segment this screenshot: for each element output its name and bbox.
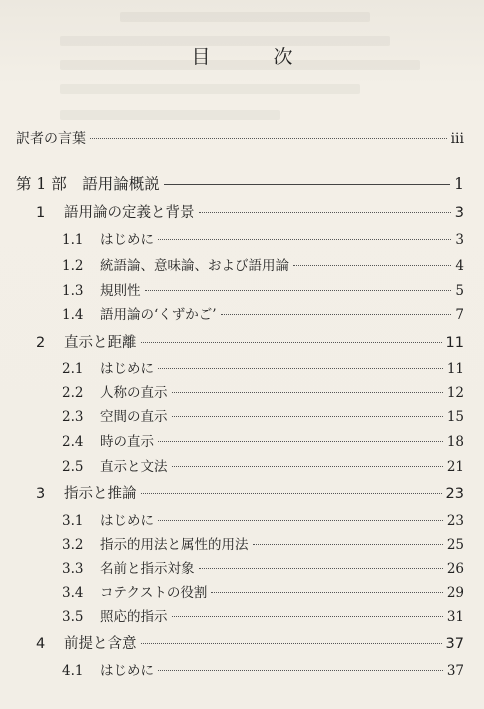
toc-entry-section[interactable] [0, 357, 484, 381]
toc-entry-chapter[interactable] [0, 201, 484, 225]
section-title: 規則性 [100, 283, 141, 299]
leader-dots [141, 643, 442, 644]
entry-page: 26 [446, 561, 464, 577]
page-title: 目 次 [191, 46, 315, 68]
toc-entry-preface[interactable] [0, 128, 484, 152]
section-number: 3.3 [62, 561, 84, 577]
section-number: 1.4 [62, 307, 84, 323]
section-number: 2.1 [62, 361, 84, 377]
entry-page: 21 [446, 459, 464, 475]
leader-dots [141, 493, 442, 494]
section-number: 3.1 [62, 513, 84, 529]
chapter-title: 直示と距離 [64, 335, 137, 351]
entry-page: 23 [445, 486, 464, 502]
section-title: 直示と文法 [100, 459, 168, 475]
section-title: 照応的指示 [100, 609, 168, 625]
toc-entry-chapter[interactable] [0, 632, 484, 656]
leader-dots [158, 368, 443, 369]
leader-dots [199, 568, 443, 569]
entry-page: 11 [446, 361, 464, 377]
section-title: 名前と指示対象 [100, 561, 195, 577]
leader-dots [90, 138, 447, 139]
chapter-title: 前提と含意 [64, 636, 137, 652]
leader-dots [158, 239, 451, 240]
entry-page: 29 [446, 585, 464, 601]
entry-page: 15 [446, 409, 464, 425]
toc-entry-section[interactable] [0, 557, 484, 581]
toc-entry-section[interactable] [0, 430, 484, 454]
toc-entry-section[interactable] [0, 254, 484, 278]
section-title: 指示的用法と属性的用法 [100, 537, 249, 553]
entry-page: 12 [446, 385, 464, 401]
entry-page: 23 [446, 513, 464, 529]
entry-page: 7 [455, 307, 464, 323]
leader-dots [199, 212, 451, 213]
toc-entry-section[interactable] [0, 228, 484, 252]
section-number: 1.1 [62, 232, 84, 248]
chapter-title: 指示と推論 [64, 486, 137, 502]
leader-dots [172, 416, 443, 417]
entry-page: 37 [446, 663, 464, 679]
section-number: 2.3 [62, 409, 84, 425]
toc-entry-section[interactable] [0, 455, 484, 479]
leader-dots [141, 342, 442, 343]
section-number: 2.4 [62, 434, 84, 450]
section-number: 1.2 [62, 258, 84, 274]
section-number: 4.1 [62, 663, 84, 679]
section-number: 3.4 [62, 585, 84, 601]
toc-entry-section[interactable] [0, 303, 484, 327]
section-title: 時の直示 [100, 434, 154, 450]
entry-page: 11 [445, 335, 464, 351]
toc-entry-section[interactable] [0, 581, 484, 605]
leader-dots [172, 616, 443, 617]
chapter-number: 1 [36, 205, 46, 221]
entry-page: 5 [455, 283, 464, 299]
toc-entry-section[interactable] [0, 659, 484, 683]
toc-entry-section[interactable] [0, 605, 484, 629]
entry-page: 3 [454, 205, 464, 221]
section-title: はじめに [100, 663, 154, 679]
leader-dots [172, 466, 443, 467]
leader-dots [158, 670, 443, 671]
chapter-number: 2 [36, 335, 46, 351]
toc-entry-section[interactable] [0, 509, 484, 533]
section-title: 統語論、意味論、および語用論 [100, 258, 289, 274]
leader-dots [158, 441, 443, 442]
leader-line [164, 184, 450, 185]
leader-dots [158, 520, 443, 521]
section-title: はじめに [100, 361, 154, 377]
leader-dots [172, 392, 443, 393]
toc-entry-chapter[interactable] [0, 482, 484, 506]
entry-page: 37 [445, 636, 464, 652]
section-title: コテクストの役割 [100, 585, 208, 601]
toc-entry-section[interactable] [0, 381, 484, 405]
leader-dots [293, 265, 451, 266]
entry-page: 18 [446, 434, 464, 450]
entry-page: 31 [446, 609, 464, 625]
toc-entry-chapter[interactable] [0, 331, 484, 355]
entry-page: 25 [446, 537, 464, 553]
leader-dots [211, 592, 442, 593]
entry-page: 3 [455, 232, 464, 248]
section-title: はじめに [100, 513, 154, 529]
entry-label: 第 1 部 語用論概説 [16, 175, 160, 193]
chapter-title: 語用論の定義と背景 [64, 205, 195, 221]
section-number: 2.5 [62, 459, 84, 475]
chapter-number: 4 [36, 636, 46, 652]
leader-dots [253, 544, 443, 545]
section-number: 3.2 [62, 537, 84, 553]
entry-page: iii [450, 131, 464, 147]
section-number: 2.2 [62, 385, 84, 401]
leader-dots [145, 290, 452, 291]
entry-page: 1 [454, 175, 464, 193]
entry-page: 4 [455, 258, 464, 274]
toc-entry-part[interactable] [0, 172, 484, 196]
toc-entry-section[interactable] [0, 405, 484, 429]
section-number: 3.5 [62, 609, 84, 625]
chapter-number: 3 [36, 486, 46, 502]
toc-entry-section[interactable] [0, 533, 484, 557]
section-title: はじめに [100, 232, 154, 248]
leader-dots [221, 314, 452, 315]
section-title: 人称の直示 [100, 385, 168, 401]
section-title: 空間の直示 [100, 409, 168, 425]
section-title: 語用論の‘くずかご’ [100, 307, 217, 323]
entry-label: 訳者の言葉 [16, 131, 86, 147]
section-number: 1.3 [62, 283, 84, 299]
toc-entry-section[interactable] [0, 279, 484, 303]
